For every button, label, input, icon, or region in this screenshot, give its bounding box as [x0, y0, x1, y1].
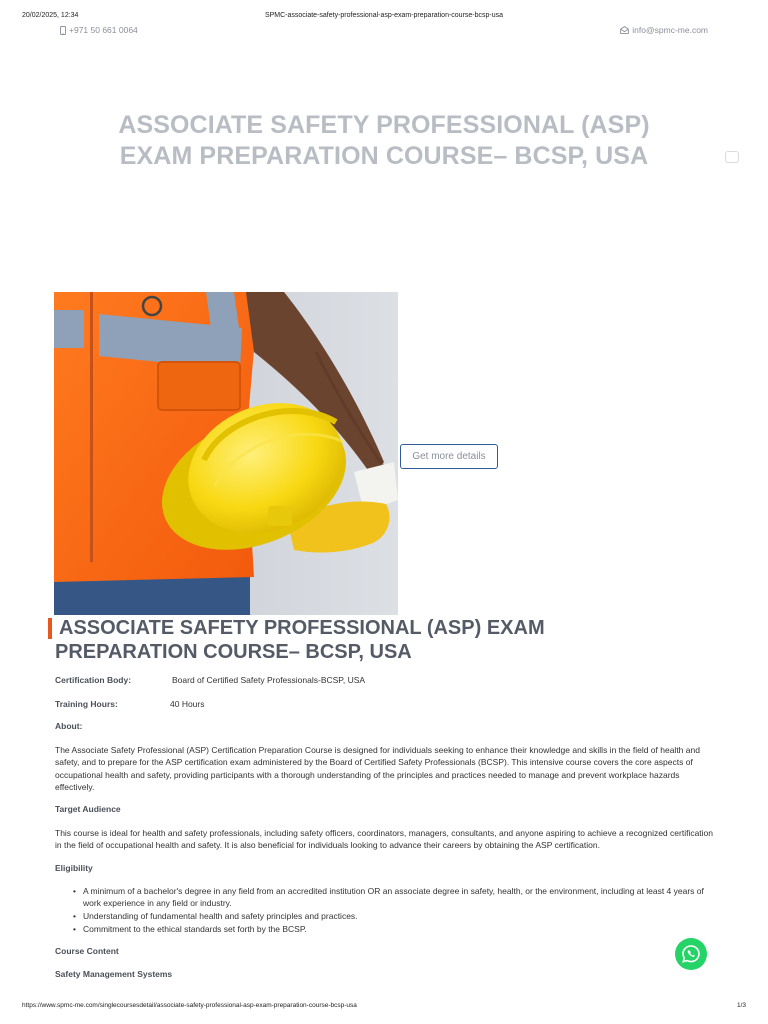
- certification-body-value: Board of Certified Safety Professionals-BCSP, USA: [172, 675, 366, 685]
- target-audience-heading: Target Audience: [55, 804, 121, 814]
- course-illustration: [54, 292, 398, 615]
- envelope-icon: [620, 26, 629, 34]
- course-title: [55, 616, 655, 664]
- chat-bubble-icon[interactable]: [725, 151, 739, 163]
- print-header: [22, 12, 746, 22]
- list-item: • Commitment to the ethical standards set forth by the BCSP.: [83, 923, 713, 935]
- training-hours-label: Training Hours:: [55, 699, 118, 709]
- hero-title-line: ASSOCIATE SAFETY PROFESSIONAL (ASP): [118, 111, 650, 139]
- whatsapp-button[interactable]: [675, 938, 707, 970]
- course-title-line: PREPARATION COURSE– BCSP, USA: [55, 641, 412, 663]
- phone-number: +971 50 661 0064: [69, 25, 138, 35]
- safety-management-systems-heading: Safety Management Systems: [55, 969, 173, 979]
- whatsapp-icon: [681, 944, 701, 964]
- mobile-phone-icon: [60, 26, 66, 35]
- about-paragraph: The Associate Safety Professional (ASP) Certification Preparation Course is designed for individuals seeking to enhance their knowledge and skills in the field of health and safety, and to prepare for the ASP certification exam administered by the Board of Certified Safety Professionals (BCSP). This intensive course covers the core aspects of occupational health and safety, providing participants with a thorough understanding of the principles and practices needed to manage and prevent workplace hazards effectively.: [55, 745, 700, 792]
- certification-body-label: Certification Body:: [55, 675, 132, 685]
- course-title-line: ASSOCIATE SAFETY PROFESSIONAL (ASP) EXAM: [59, 617, 545, 639]
- title-accent-bar: [48, 618, 52, 639]
- hero-title: [40, 110, 728, 172]
- page-url: https://www.spmc-me.com/singlecoursesdetail/associate-safety-professional-asp-exam-preparation-course-bcsp-usa: [22, 1002, 357, 1009]
- print-page-title: SPMC-associate-safety-professional-asp-exam-preparation-course-bcsp-usa: [264, 12, 504, 19]
- worker-with-hard-hat-image: [54, 292, 398, 615]
- certification-body-field: [55, 675, 366, 685]
- get-more-details-button[interactable]: Get more details: [400, 444, 498, 469]
- print-datetime: 20/02/2025, 12:34: [22, 12, 79, 19]
- list-item: • A minimum of a bachelor's degree in any field from an accredited institution OR an associate degree in safety, health, or the environment, including at least 4 years of work experience in any field or industry.: [83, 885, 713, 910]
- course-content-heading: Course Content: [55, 946, 119, 956]
- eligibility-heading: Eligibility: [55, 863, 93, 873]
- about-heading: About:: [55, 721, 83, 731]
- email-address: info@spmc-me.com: [632, 25, 708, 35]
- contact-bar: [60, 25, 708, 37]
- training-hours-field: [55, 699, 205, 709]
- eligibility-list: [83, 885, 713, 936]
- phone-link[interactable]: [60, 25, 138, 35]
- email-link[interactable]: [620, 25, 708, 35]
- list-item: • Understanding of fundamental health and safety principles and practices.: [83, 910, 713, 922]
- training-hours-value: 40 Hours: [170, 699, 205, 709]
- target-audience-paragraph: This course is ideal for health and safety professionals, including safety officers, coordinators, managers, consultants, and anyone aspiring to achieve a recognized certification in the field of occupational health and safety. It is also beneficial for individuals looking to advance their careers by obtaining the ASP certification.: [55, 828, 714, 851]
- hero-title-line: EXAM PREPARATION COURSE– BCSP, USA: [119, 142, 649, 170]
- page-number: 1/3: [736, 1002, 746, 1009]
